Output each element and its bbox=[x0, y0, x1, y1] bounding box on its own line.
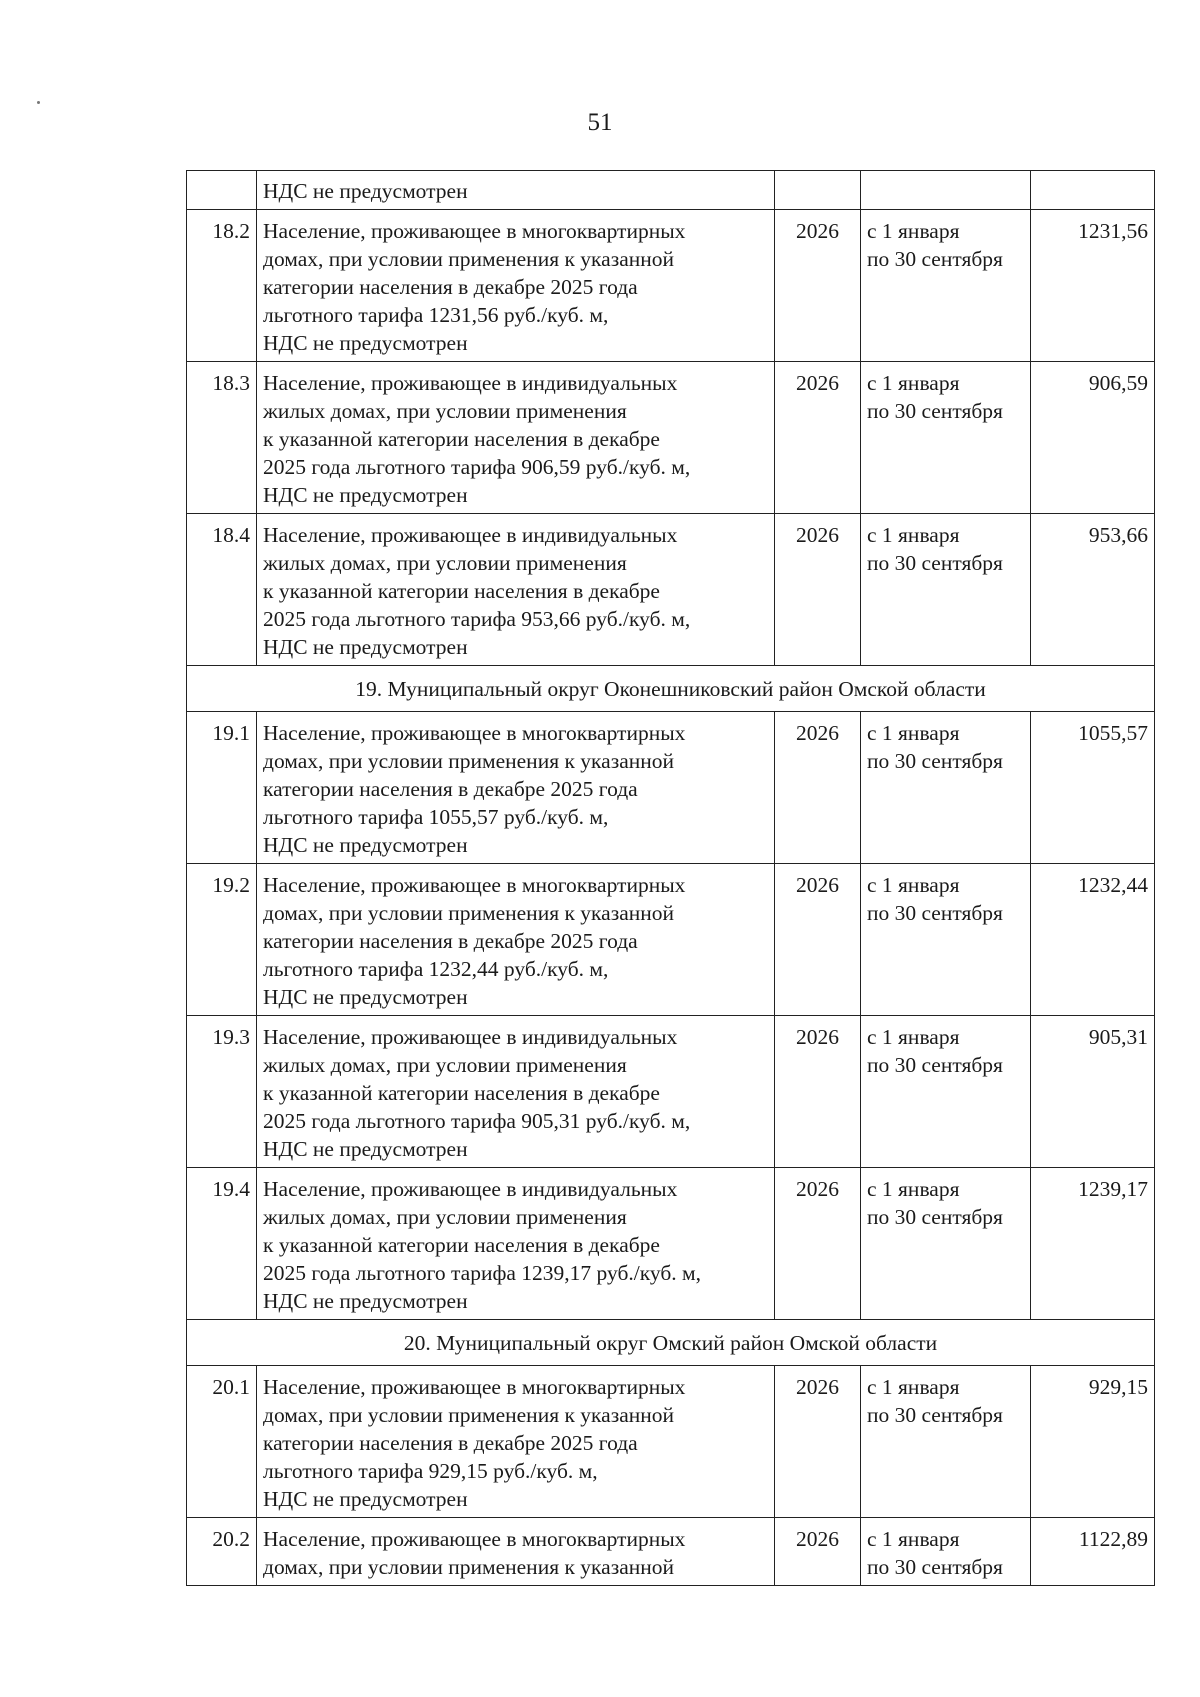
description-line: Население, проживающее в индивидуальных bbox=[263, 523, 678, 547]
table-row bbox=[187, 514, 1155, 666]
period-line: по 30 сентября bbox=[867, 1053, 1003, 1077]
row-number: 18.3 bbox=[187, 362, 257, 514]
row-year: 2026 bbox=[775, 514, 861, 666]
row-value: 1232,44 bbox=[1031, 864, 1155, 1016]
description-line: к указанной категории населения в декабре bbox=[263, 1081, 660, 1105]
description-line: категории населения в декабре 2025 года bbox=[263, 777, 638, 801]
row-year: 2026 bbox=[775, 210, 861, 362]
row-number: 20.2 bbox=[187, 1518, 257, 1586]
description-line: категории населения в декабре 2025 года bbox=[263, 929, 638, 953]
row-description bbox=[257, 210, 775, 362]
row-period bbox=[861, 1366, 1031, 1518]
row-number: 20.1 bbox=[187, 1366, 257, 1518]
table-row bbox=[187, 1016, 1155, 1168]
tariff-table bbox=[186, 170, 1155, 1586]
description-line: Население, проживающее в многоквартирных bbox=[263, 873, 686, 897]
tariff-table-body bbox=[187, 171, 1155, 1586]
description-line: домах, при условии применения к указанной bbox=[263, 901, 674, 925]
description-line: 2025 года льготного тарифа 1239,17 руб./куб. м, bbox=[263, 1261, 702, 1285]
row-number: 19.1 bbox=[187, 712, 257, 864]
period-line: с 1 января bbox=[867, 1527, 960, 1551]
row-value: 905,31 bbox=[1031, 1016, 1155, 1168]
scan-speck bbox=[37, 101, 40, 104]
period-line: по 30 сентября bbox=[867, 399, 1003, 423]
row-year: 2026 bbox=[775, 1366, 861, 1518]
description-line: НДС не предусмотрен bbox=[263, 1137, 468, 1161]
period-line: с 1 января bbox=[867, 523, 960, 547]
period-line: по 30 сентября bbox=[867, 1555, 1003, 1579]
period-line: с 1 января bbox=[867, 371, 960, 395]
description-line: домах, при условии применения к указанной bbox=[263, 247, 674, 271]
description-line: домах, при условии применения к указанной bbox=[263, 1555, 674, 1579]
description-line: 2025 года льготного тарифа 905,31 руб./куб. м, bbox=[263, 1109, 691, 1133]
table-row bbox=[187, 1168, 1155, 1320]
row-period bbox=[861, 1518, 1031, 1586]
description-line: к указанной категории населения в декабре bbox=[263, 427, 660, 451]
row-year: 2026 bbox=[775, 1016, 861, 1168]
description-line: Население, проживающее в индивидуальных bbox=[263, 1177, 678, 1201]
description-line: Население, проживающее в многоквартирных bbox=[263, 1527, 686, 1551]
description-line: НДС не предусмотрен bbox=[263, 635, 468, 659]
row-period bbox=[861, 362, 1031, 514]
table-row bbox=[187, 864, 1155, 1016]
row-description bbox=[257, 712, 775, 864]
period-line: с 1 января bbox=[867, 721, 960, 745]
row-value: 1055,57 bbox=[1031, 712, 1155, 864]
row-period bbox=[861, 1168, 1031, 1320]
row-number: 19.3 bbox=[187, 1016, 257, 1168]
table-row bbox=[187, 712, 1155, 864]
row-period bbox=[861, 1016, 1031, 1168]
row-period bbox=[861, 171, 1031, 210]
row-year: 2026 bbox=[775, 864, 861, 1016]
row-value: 1239,17 bbox=[1031, 1168, 1155, 1320]
description-line: 2025 года льготного тарифа 953,66 руб./куб. м, bbox=[263, 607, 691, 631]
row-year: 2026 bbox=[775, 712, 861, 864]
description-line: НДС не предусмотрен bbox=[263, 331, 468, 355]
description-line: НДС не предусмотрен bbox=[263, 1289, 468, 1313]
period-line: с 1 января bbox=[867, 1025, 960, 1049]
description-line: НДС не предусмотрен bbox=[263, 1487, 468, 1511]
period-line: с 1 января bbox=[867, 1375, 960, 1399]
description-line: Население, проживающее в многоквартирных bbox=[263, 721, 686, 745]
description-line: категории населения в декабре 2025 года bbox=[263, 1431, 638, 1455]
description-line: льготного тарифа 1232,44 руб./куб. м, bbox=[263, 957, 609, 981]
row-value: 1122,89 bbox=[1031, 1518, 1155, 1586]
row-period bbox=[861, 864, 1031, 1016]
row-value: 1231,56 bbox=[1031, 210, 1155, 362]
description-line: 2025 года льготного тарифа 906,59 руб./куб. м, bbox=[263, 455, 691, 479]
description-line: Население, проживающее в многоквартирных bbox=[263, 219, 686, 243]
description-line: льготного тарифа 929,15 руб./куб. м, bbox=[263, 1459, 598, 1483]
row-number: 19.4 bbox=[187, 1168, 257, 1320]
table-row bbox=[187, 1518, 1155, 1586]
row-description bbox=[257, 1366, 775, 1518]
row-value: 929,15 bbox=[1031, 1366, 1155, 1518]
row-description bbox=[257, 1518, 775, 1586]
row-period bbox=[861, 210, 1031, 362]
row-number: 19.2 bbox=[187, 864, 257, 1016]
row-number: 18.2 bbox=[187, 210, 257, 362]
period-line: по 30 сентября bbox=[867, 901, 1003, 925]
period-line: с 1 января bbox=[867, 873, 960, 897]
row-description bbox=[257, 514, 775, 666]
description-line: к указанной категории населения в декабре bbox=[263, 1233, 660, 1257]
row-year: 2026 bbox=[775, 362, 861, 514]
row-number: 18.4 bbox=[187, 514, 257, 666]
row-description bbox=[257, 864, 775, 1016]
continuation-row bbox=[187, 171, 1155, 210]
description-line: домах, при условии применения к указанной bbox=[263, 749, 674, 773]
period-line: по 30 сентября bbox=[867, 247, 1003, 271]
description-line: к указанной категории населения в декабре bbox=[263, 579, 660, 603]
row-year bbox=[775, 171, 861, 210]
description-line: льготного тарифа 1231,56 руб./куб. м, bbox=[263, 303, 609, 327]
period-line: по 30 сентября bbox=[867, 749, 1003, 773]
row-value: 953,66 bbox=[1031, 514, 1155, 666]
section-heading-row bbox=[187, 666, 1155, 712]
description-line: НДС не предусмотрен bbox=[263, 483, 468, 507]
description-line: жилых домах, при условии применения bbox=[263, 399, 627, 423]
row-description bbox=[257, 1016, 775, 1168]
period-line: по 30 сентября bbox=[867, 1403, 1003, 1427]
table-row bbox=[187, 362, 1155, 514]
row-number-cell bbox=[187, 171, 257, 210]
description-line: НДС не предусмотрен bbox=[263, 833, 468, 857]
description-line: Население, проживающее в индивидуальных bbox=[263, 371, 678, 395]
period-line: с 1 января bbox=[867, 219, 960, 243]
row-value bbox=[1031, 171, 1155, 210]
row-period bbox=[861, 514, 1031, 666]
description-line: Население, проживающее в индивидуальных bbox=[263, 1025, 678, 1049]
section-heading-row bbox=[187, 1320, 1155, 1366]
description-line: домах, при условии применения к указанной bbox=[263, 1403, 674, 1427]
page-number: 51 bbox=[587, 109, 613, 136]
description-line: жилых домах, при условии применения bbox=[263, 551, 627, 575]
description-line: категории населения в декабре 2025 года bbox=[263, 275, 638, 299]
period-line: с 1 января bbox=[867, 1177, 960, 1201]
table-row bbox=[187, 1366, 1155, 1518]
row-description: НДС не предусмотрен bbox=[257, 171, 775, 210]
description-line: жилых домах, при условии применения bbox=[263, 1205, 627, 1229]
section-heading: 20. Муниципальный округ Омский район Омской области bbox=[187, 1320, 1155, 1366]
description-line: жилых домах, при условии применения bbox=[263, 1053, 627, 1077]
row-value: 906,59 bbox=[1031, 362, 1155, 514]
description-line: льготного тарифа 1055,57 руб./куб. м, bbox=[263, 805, 609, 829]
table-row bbox=[187, 210, 1155, 362]
row-period bbox=[861, 712, 1031, 864]
description-line: Население, проживающее в многоквартирных bbox=[263, 1375, 686, 1399]
row-description bbox=[257, 362, 775, 514]
period-line: по 30 сентября bbox=[867, 1205, 1003, 1229]
row-description bbox=[257, 1168, 775, 1320]
period-line: по 30 сентября bbox=[867, 551, 1003, 575]
row-year: 2026 bbox=[775, 1518, 861, 1586]
row-year: 2026 bbox=[775, 1168, 861, 1320]
section-heading: 19. Муниципальный округ Оконешниковский район Омской области bbox=[187, 666, 1155, 712]
description-line: НДС не предусмотрен bbox=[263, 985, 468, 1009]
